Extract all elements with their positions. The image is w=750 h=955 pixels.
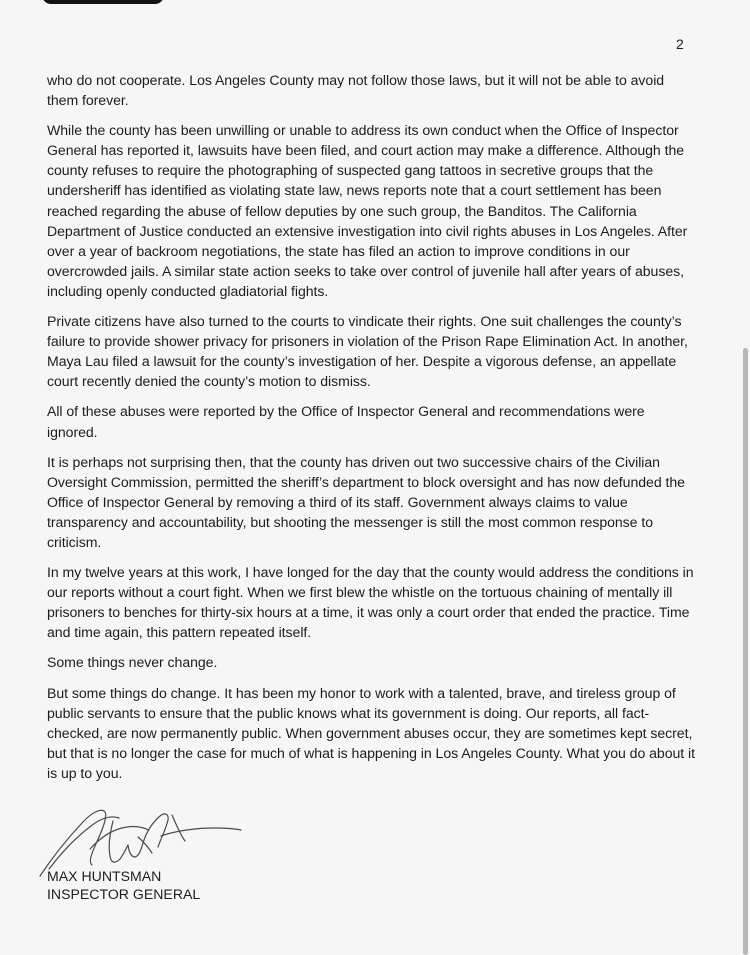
body-paragraph: It is perhaps not surprising then, that the county has driven out two successive chairs of the Civilian Oversight Commission, permitted the sheriff’s department to block oversight and has now defunded the Office of Inspector General by removing a third of its staff. Government always claims to value transparency and accountability, but shooting the messenger is still the most common response to criticism. — [47, 453, 685, 550]
signer-name: MAX HUNTSMAN — [47, 868, 162, 884]
body-paragraph: In my twelve years at this work, I have longed for the day that the county would address the conditions in our reports without a court fight. When we first blew the whistle on the tortuous chaining of mentally ill prisoners to benches for thirty-six hours at a time, it was only a court order that ended the practice. Time and time again, this pattern repeated itself. — [47, 564, 694, 641]
top-edge-tab — [42, 0, 164, 4]
body-paragraph: Private citizens have also turned to the courts to vindicate their rights. One suit challenges the county’s failure to provide shower privacy for prisoners in violation of the Prison Rape Elimination Act. In another, Maya Lau filed a lawsuit for the county’s investigation of her. Despite a vigorous defense, an appellate court recently denied the county’s motion to dismiss. — [47, 313, 688, 390]
vertical-scrollbar[interactable] — [743, 348, 748, 955]
page-number: 2 — [676, 36, 684, 52]
body-paragraph: who do not cooperate. Los Angeles County may not follow those laws, but it will not be able to avoid them forever. — [47, 72, 665, 109]
body-paragraph: But some things do change. It has been my honor to work with a talented, brave, and tireless group of public servants to ensure that the public knows what its government is doing. Our reports, all fact-checked, are now permanently public. When government abuses occur, they are sometimes kept secret, but that is no longer the case for much of what is happening in Los Angeles County. What you do about it is up to you. — [47, 684, 695, 781]
body-paragraph: Some things never change. — [47, 654, 218, 671]
body-paragraph: While the county has been unwilling or unable to address its own conduct when the Office of Inspector General has reported it, lawsuits have been filed, and court action may make a difference. Although the county refuses to require the photographing of suspected gang tattoos in secretive groups that the undersheriff has identified as violating state law, news reports note that a court settlement has been reached regarding the abuse of fellow deputies by one such group, the Banditos. The California Department of Justice conducted an extensive investigation into civil rights abuses in Los Angeles. After over a year of backroom negotiations, the state has filed an action to improve conditions in our overcrowded jails. A similar state action seeks to take over control of juvenile hall after years of abuses, including openly conducted gladiatorial fights. — [47, 122, 688, 299]
body-paragraph: All of these abuses were reported by the Office of Inspector General and recommendations were ignored. — [47, 403, 645, 440]
signer-title: INSPECTOR GENERAL — [47, 886, 201, 902]
signature-block — [47, 867, 200, 903]
letter-body — [47, 70, 697, 793]
